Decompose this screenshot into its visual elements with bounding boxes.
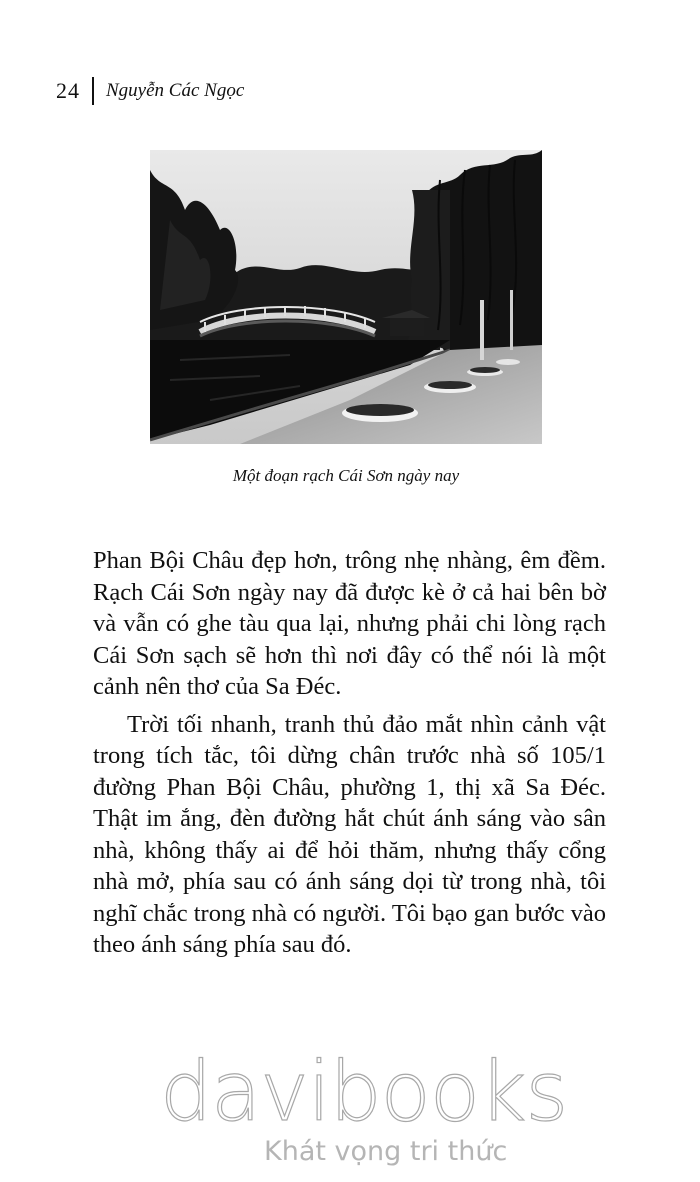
canal-photo-illustration — [150, 150, 542, 444]
publisher-watermark — [160, 1045, 568, 1178]
watermark-tagline: Khát vọng tri thức — [264, 1136, 508, 1167]
page-number: 24 — [56, 78, 80, 103]
body-text — [93, 545, 606, 961]
photo-caption: Một đoạn rạch Cái Sơn ngày nay — [232, 466, 460, 485]
running-header — [56, 76, 244, 106]
canal-photo — [150, 150, 542, 444]
watermark-brand: davibooks — [160, 1045, 568, 1140]
author-name: Nguyễn Các Ngọc — [106, 80, 245, 101]
paragraph: Trời tối nhanh, tranh thủ đảo mắt nhìn cảnh vật trong tích tắc, tôi dừng chân trước nhà số 105/1 đường Phan Bội Châu, phường 1, thị xã Sa Đéc. Thật im ắng, đèn đường hắt chút ánh sáng vào sân nhà, không thấy ai để hỏi thăm, nhưng thấy cổng nhà mở, phía sau có ánh sáng dọi từ trong nhà, tôi nghĩ chắc trong nhà có người. Tôi bạo gan bước vào theo ánh sáng phía sau đó. — [93, 710, 606, 958]
paragraph: Phan Bội Châu đẹp hơn, trông nhẹ nhàng, êm đềm. Rạch Cái Sơn ngày nay đã được kè ở cả hai bên bờ và vẫn có ghe tàu qua lại, nhưng phải chi lòng rạch Cái Sơn sạch sẽ hơn thì nơi đây có thể nói là một cảnh nên thơ của Sa Đéc. — [93, 547, 606, 700]
header-divider — [92, 77, 94, 105]
